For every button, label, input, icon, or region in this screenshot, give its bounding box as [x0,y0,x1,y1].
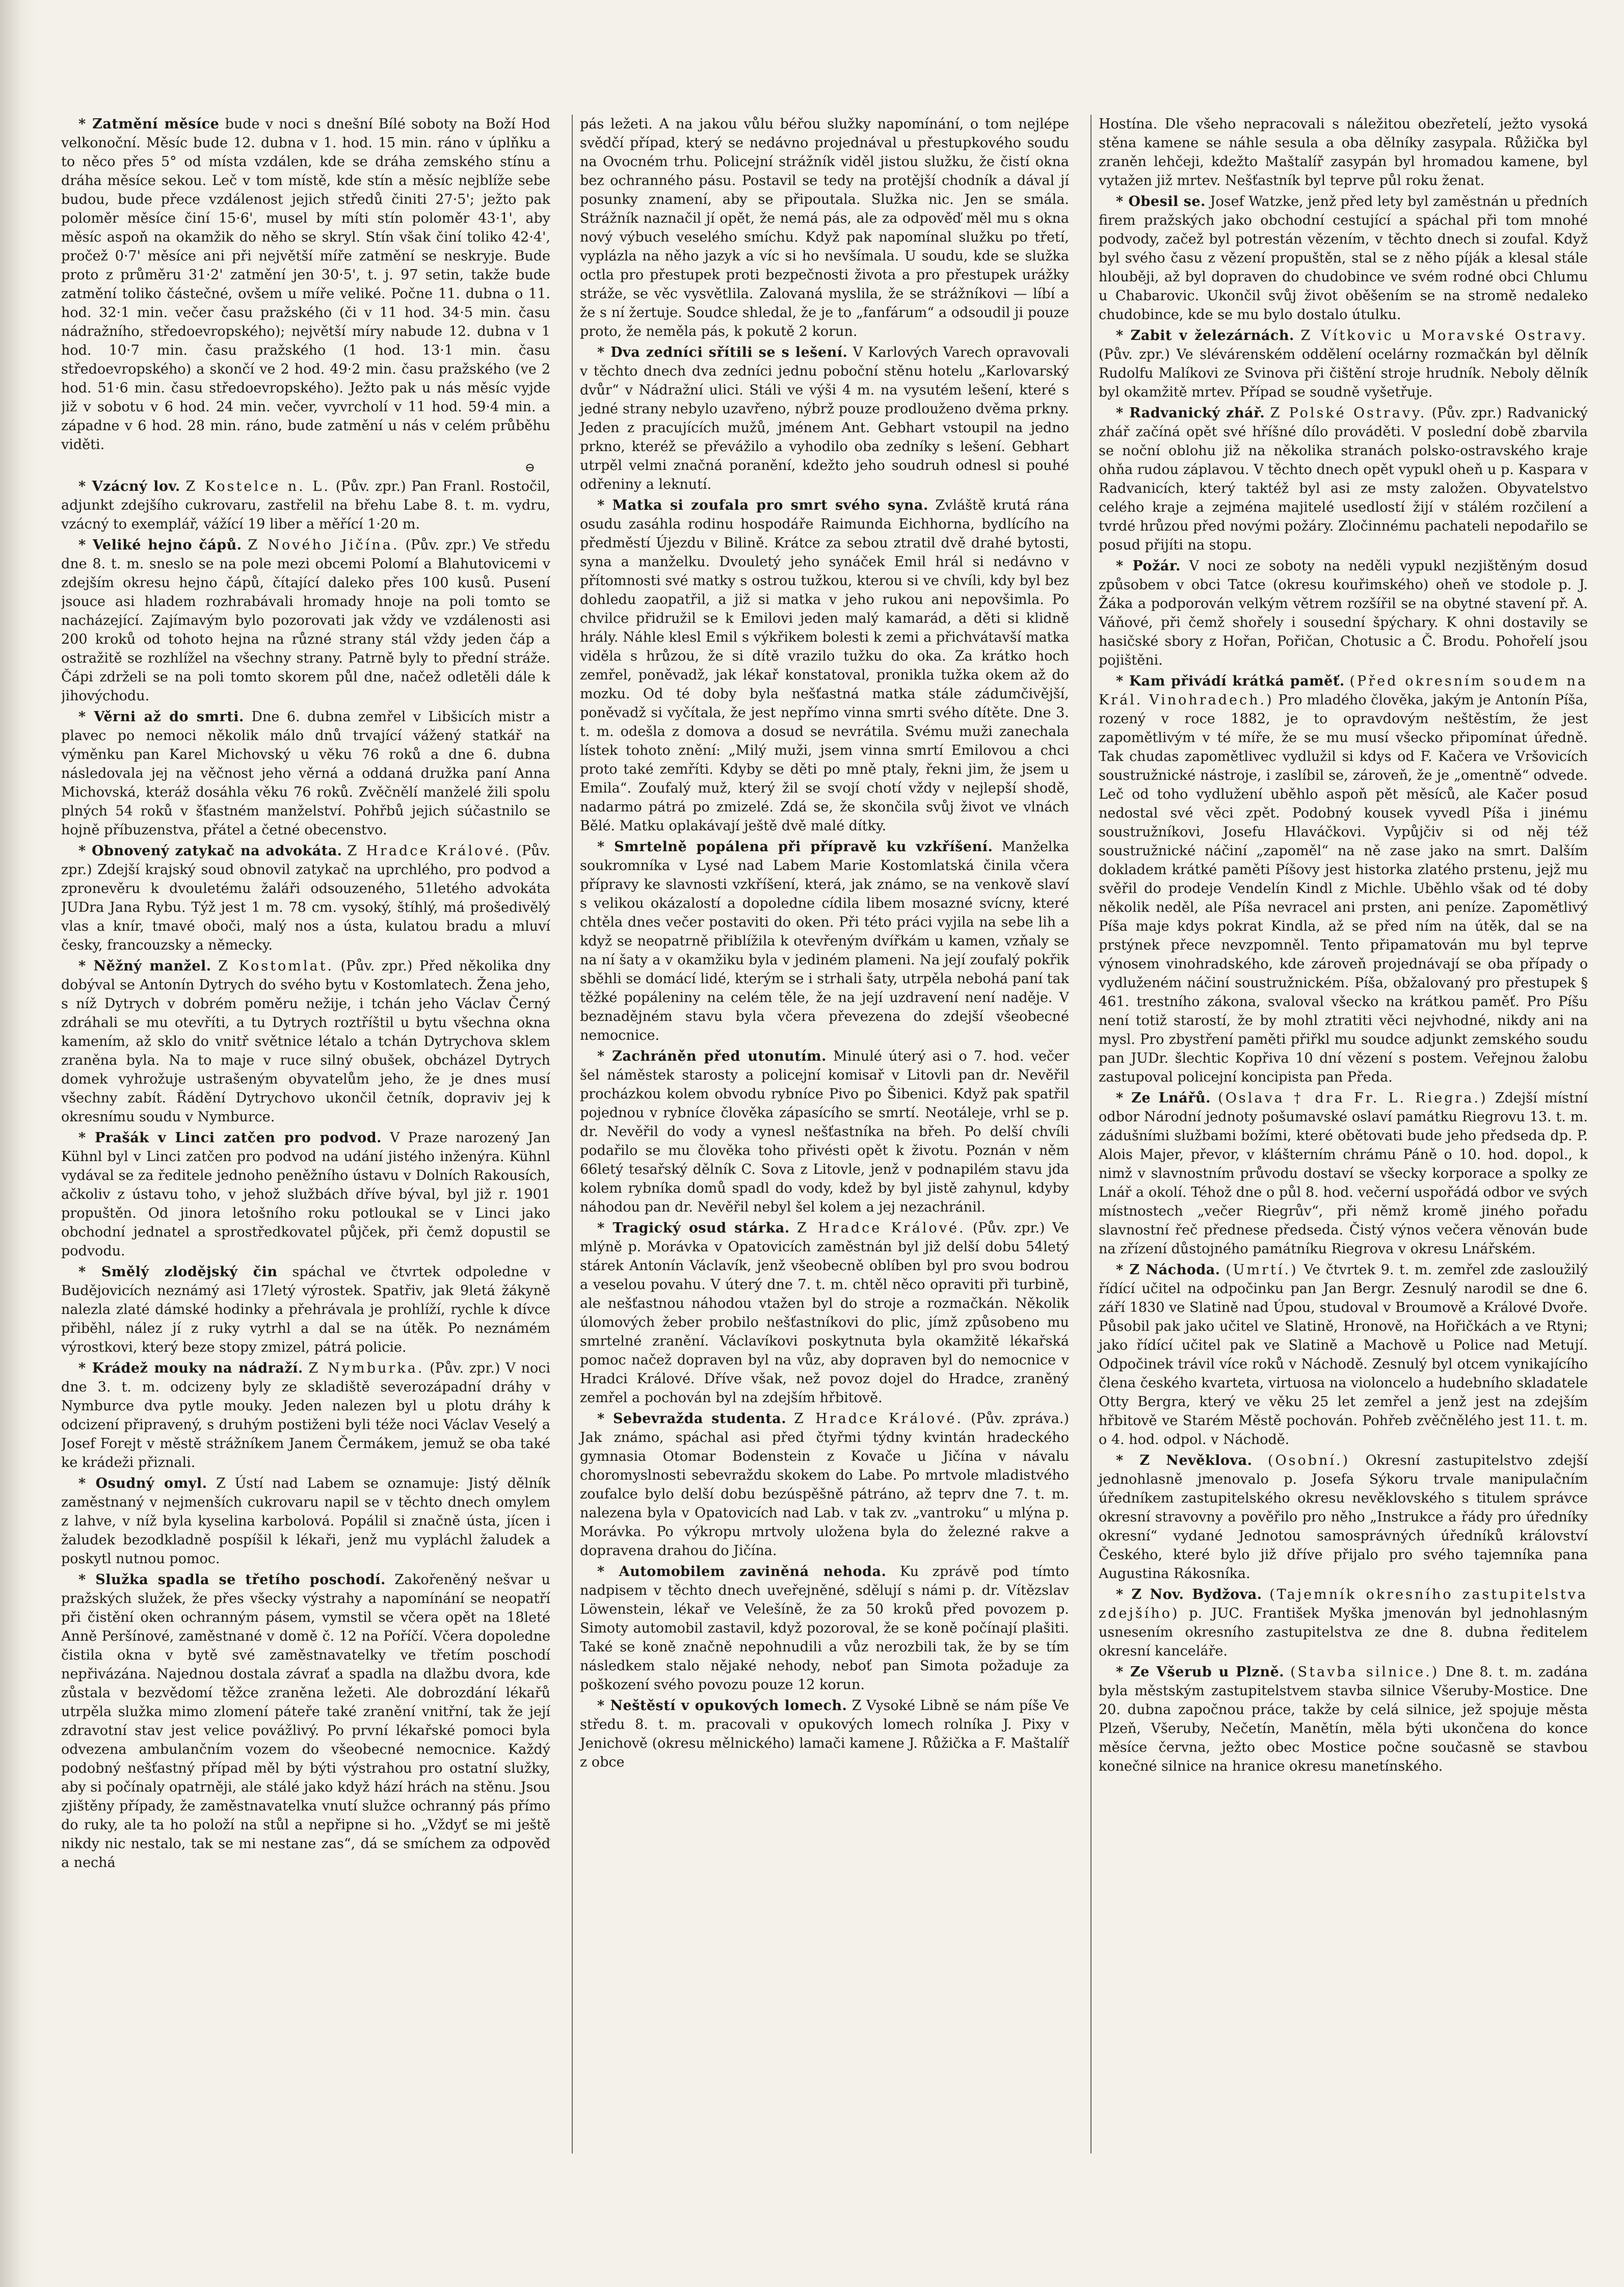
news-item-headline: * Požár. [1116,558,1181,574]
news-item-dateline: (Tajemník okresního zastupitelstva zdejšího) [1099,1587,1588,1621]
news-item-body: (Pův. zpr.) Ve slévárenském oddělení ocelárny rozmačkán byl dělník Rudolfu Malíkovi ze Svinova při čištění stroje hrudník. Neboly dělník byl okamžitě mrtev. Případ se soudně vyšetřuje. [1099,347,1588,400]
news-item [1099,1260,1588,1449]
news-item [61,1474,550,1568]
section-end-mark: ⊖ [524,460,535,475]
news-item [61,477,550,534]
news-item [580,1219,1069,1407]
news-item-headline: * Služka spadla se třetího poschodí. [78,1572,386,1588]
news-item [61,1128,550,1260]
column-1 [61,115,550,2153]
news-item [580,1409,1069,1560]
news-item-headline: * Radvanický zhář. [1116,405,1265,421]
news-item-headline: * Sebevražda studenta. [597,1411,787,1427]
news-item [580,1696,1069,1772]
news-item [580,837,1069,1045]
news-item [61,1359,550,1472]
news-item-dateline: Z Polské Ostravy. [1270,405,1427,421]
news-item-dateline: Z Kostomlat. [218,958,334,974]
news-item-headline: * Vzácný lov. [78,479,180,494]
news-item-body: Okresní zastupitelstvo zdejší jednohlasně jmenovalo p. Josefa Sýkoru trvale manipulačním úředníkem zastupitelského okresu nevěklovského s titulem správce okresní stravovny a pověřilo pro něho „Instrukce a řády pro úředníky okresní“ vydané Jednotou samosprávných úředníků království Českého, které bylo již dříve přijalo pro svého tajemníka pana Augustina Rákosníka. [1099,1453,1588,1582]
news-item-body: Dne 6. dubna zemřel v Libšicích mistr a plavec po nemoci několik málo dnů trvající vážený statkář na výměnku pan Karel Michovský u věku 76 roků a dne 6. dubna následovala jej na věčnost jeho věrná a oddaná družka paní Anna Michovská, kteráž dosáhla věku 76 roků. Zvěčnělí manželé žili spolu plných 54 roků v šťastném manželství. Pohřbů jejich súčastnilo se hojně příbuzenstva, přátel a četné obecenstvo. [61,709,550,838]
news-item [61,957,550,1126]
news-item-body: (Pův. zpr.) Před několika dny dobýval se Antonín Dytrych do svého bytu v Kostomlatech. Žena jeho, s níž Dytrych v dobrém poměru nežije, i tchán jeho Václav Černý zdráhali se mu otevříti, a tu Dytrych roztříštil u bytu všechna okna kamením, až sklo do vnitř světnice létalo a tchán Dytrychova sklem zraněna byla. Na to maje v ruce silný obušek, obcházel Dytrych domek vyhrožuje ustrašeným obyvatelům jeho, že je dnes musí všechny zabít. Řádění Dytrychovo ukončil četník, dopraviv jej k okresnímu soudu v Nymburce. [61,958,550,1125]
news-item [61,1263,550,1357]
news-item-body: Hostína. Dle všeho nepracovali s náležitou obezřetelí, ježto vysoká stěna kamene se náhle sesula a oba dělníky zasypala. Růžička byl zraněn lehčeji, kdežto Maštalíř zasypán byl hromadou kamene, byl vytažen již mrtev. Nešťastník byl teprve půl roku ženat. [1099,116,1588,189]
news-item-dateline: (Před okresním soudem na Král. Vinohradech.) [1099,673,1588,708]
news-item-body: (Pův. zpr.) Radvanický zhář začíná opět své hříšné dílo prováděti. V poslední době zbarvila se noční oblohu již na několika stranách polsko-ostravského kraje ohňa rudou záplavou. V těchto dnech opět vypukl oheň u p. Kaspara v Radvanicích, který taktéž byl asi ze msty založen. Obyvatelstvo celého kraje a zejména majitelé usedlostí žijí v stálém rozčilení a tvrdé hrůzou před novými požáry. Zločinnému pachateli nepodařilo se posud přijíti na stopu. [1099,405,1588,553]
news-item-body: V Karlových Varech opravovali v těchto dnech dva zedníci jednu poboční stěnu hotelu „Karlovarský dvůr“ v Nádražní ulici. Stáli ve výši 4 m. na vysutém lešení, které s jedné strany nebylo uzavřeno, nýbrž pouze prodlouženo dvěma prkny. Jeden z pracujících mužů, jménem Ant. Gebhart vstoupil na jedno prkno, kteréž se převážilo a vyhodilo oba zedníky s lešení. Gebhart utrpěl velmi značná poranění, kdežto jeho soudruh odnesl si pouhé odřeniny a leknutí. [580,345,1069,492]
news-item-headline: * Ze Lnářů. [1116,1090,1211,1106]
news-item-headline: * Neštěstí v opukových lomech. [597,1698,847,1714]
news-item [1099,404,1588,555]
news-item-headline: * Zatmění měsíce [78,116,220,132]
news-item [1099,1089,1588,1258]
news-item [580,343,1069,494]
news-item-body: (Pův. zpr.) Zdejší krajský soud obnovil zatykač na uprchlého, pro podvod a zpronevěru k dvouletému žaláři odsouzeného, 51letého advokáta JUDra Jana Rybu. Týž jest 1 m. 78 cm. vysoký, štíhlý, má prošedivělý vlas a knír, tmavé oboči, malý nos a ústa, kulatou bradu a mluví česky, francouzsky a německy. [61,843,550,953]
news-item-headline: * Obnovený zatykač na advokáta. [78,843,342,859]
news-item [61,1570,550,1872]
scan-binding-edge [0,0,36,2287]
news-item [580,115,1069,341]
newspaper-page [61,115,1595,2153]
news-item-headline: * Obesil se. [1116,194,1206,209]
news-item-headline: * Něžný manžel. [78,958,211,974]
news-item [61,536,550,705]
news-item-body: Pro mladého člověka, jakým je Antonín Píša, rozený v roce 1882, je to opravdovým neštěstím, že jest zapomětlivým v té míře, že se mu musí všecko připomínat úředně. Tak chudas zapomětlivec vydlužil si kdys od F. Kačera ve Vršovicích soustružnické nástroje, i zaslíbil se, zároveň, že je „omentně“ odvede. Leč od toho vydlužení uběhlo aspoň pět měsíců, ale Kačer posud nedostal své věci zpět. Podobný kousek vyvedl Píša i jinému soustružníkovi, Josefu Hlaváčkovi. Vypůjčiv si od něj též soustružnické náčiní „zapoměl“ na ně zase jako na smrt. Dalším dokladem krátké paměti Píšovy jest historka zlatého prstenu, jejž mu svěřil do prodeje Vendelín Kindl z Michle. Uběhlo však od té doby několik neděl, ale Píša nevracel ani prsten, ani peníze. Zapomětlivý Píša maje kdys pokrat Kindla, až se před ním na útěk, dal se na prstýnek přece nevzpomněl. Tento připamatován mu byl teprve výnosem vinohradského, kde zároveň projednávají se oba případy o vydluženém náčiní soustružnickém. Píša, obžalovaný pro přestupek § 461. trestního zákona, svaloval všecko na krátkou paměť. Pro Píšu není totiž starostí, že by mohl ztratiti věci nejvhodné, nikdy ani na mysl. Pro zbystření paměti přiřkl mu soudce adjunkt zemského soudu pan JUDr. šlechtic Kopřiva 10 dní vězení s postem. Veřejnou žalobu zastupoval policejní koncipista pan Předa. [1099,692,1588,1085]
news-item-dateline: Z Hradce Králové. [797,1220,966,1236]
news-item-headline: * Z Nov. Bydžova. [1116,1587,1262,1602]
news-item-headline: * Veliké hejno čápů. [78,537,242,553]
news-item-headline: * Smrtelně popálena při přípravě ku vzkříšení. [597,839,993,855]
news-item-dateline: Z Hradce Králové. [347,843,512,859]
column-2 [572,115,1069,2153]
news-item-headline: * Prašák v Linci zatčen pro podvod. [78,1130,382,1146]
news-item-dateline: Z Nymburka. [308,1360,424,1376]
news-item-body: (Pův. zpr.) Pan Franl. Rostočil, adjunkt zdejšího cukrovaru, zastřelil na břehu Labe 8. t. m. vydru, vzácný to exemplář, vážící 19 liber a měřící 1·20 m. [61,479,550,532]
column-3 [1090,115,1588,2153]
news-item-headline: * Zabit v železárnách. [1116,328,1294,344]
news-item-headline: * Kam přivádí krátká paměť. [1116,673,1345,689]
news-item [1099,192,1588,324]
news-item-dateline: (Osobní.) [1267,1453,1350,1468]
news-item-dateline: (Oslava † dra Fr. L. Riegra.) [1218,1090,1488,1106]
news-item-body: (Pův. zpráva.) Jak známo, spáchal asi před čtyřmi týdny kvintán hradeckého gymnasia Otomar Bodenstein z Kovače u Jičína v návalu choromyslnosti sebevraždu skokem do Labe. Po mrtvole mladistvého zoufalce bylo delší dobu bezúspěšně pátráno, až teprv dne 7. t. m. nalezena byla v Opatovicích nad Lab. v tak zv. „vantroku“ u mlýna p. Morávka. Po výkropu mrtvoly uložena byla do železné rakve a dopravena drahou do Jičína. [580,1411,1069,1559]
news-item-body: spáchal ve čtvrtek odpoledne v Budějovicích neznámý asi 17letý výrostek. Spatřiv, jak 9letá žákyně nalezla zlaté dámské hodinky a přehrávala je prohlíží, rychle k dívce přiběhl, nález jí z ruky vytrhl a dal se na útěk. Po neznámém výrostkovi, který beze stopy zmizel, pátrá policie. [61,1264,550,1355]
news-item-body: Dne 8. t. m. zadána byla městským zastupitelstvem stavba silnice Všeruby-Mostice. Dne 20. dubna započnou práce, takže by celá silnice, jež spojuje města Plzeň, Všeruby, Nečetín, Manětín, měla býti ukončena do konce měsíce června, ježto obec Mostice počne současně se stavbou konečné silnice na hranice okresu manetínského. [1099,1664,1588,1774]
news-item-body: V Praze narozený Jan Kühnl byl v Linci zatčen pro podvod na udání jistého inženýra. Kühnl vydával se za ředitele jednoho peněžního ústavu v Dolních Rakousích, ačkoliv z ústavu toho, v jehož službách dříve býval, byl již r. 1901 propuštěn. Od jinora letošního roku potloukal se v Linci jako obchodní jednatel a sprostředkovatel půjček, při čemž dopustil se podvodu. [61,1130,550,1259]
news-item-body: Ku zprávě pod tímto nadpisem v těchto dnech uveřejněné, sdělují s námi p. dr. Vítězslav Löwenstein, lékař ve Velešíně, že za 50 kroků před povozem p. Simoty automobil zastavil, když pozoroval, že se koně počínají plašiti. Také se koně značně nepohnudili a vůz nerozbili tak, že by se tím následkem stalo nějaké nehody, neboť pan Simota požaduje za poškození svého povozu pouze 12 korun. [580,1564,1069,1693]
news-item-body: Ve čtvrtek 9. t. m. zemřel zde zasloužilý řídící učitel na odpočinku pan Jan Bergr. Zesnulý narodil se dne 6. září 1830 ve Slatině nad Úpou, studoval v Broumově a Králové Dvoře. Působil pak jako učitel ve Slatině, Hronově, na Hořičkách a ve Rtyni; jako řídící učitel pak ve Slatině a Machově u Police nad Metují. Odpočinek trávil více roků v Náchodě. Zesnulý byl otcem vynikajícího člena českého kvarteta, virtuosa na violoncelo a hudebního skladatele Otty Bergra, který ve věku 25 let zemřel a jenž jest na zdejším hřbitově ve Starém Městě pochován. Pohřeb zvěčnělého jest 11. t. m. o 4. hod. odpol. v Náchodě. [1099,1262,1588,1448]
news-item-headline: * Dva zedníci sřítili se s lešení. [597,345,848,360]
news-item-dateline: Z Kostelce n. L. [185,479,330,494]
news-item [1099,1451,1588,1583]
news-item [1099,672,1588,1087]
news-item-body: bude v noci s dnešní Bílé soboty na Boží Hod velkonoční. Měsíc bude 12. dubna v 1. hod. 15 min. ráno v úplňku a to něco přes 5° od místa vzdálen, kde se dráha zemského stínu a dráha měsíce sekou. Leč v tom místě, kde stín a měsíc nejblíže sebe budou, bude přece vzdálenost jejich středů činiti 27·5'; ježto pak poloměr měsíce činí 15·6', musel by míti stín poloměr 43·1', aby měsíc aspoň na okamžik do něho se skryl. Stín však činí toliko 42·4', pročež 0·7' měsíce ani při největší míře zatmění se neskryje. Bude proto z průměru 31·2' zatmění jen 30·5', t. j. 97 setin, takže bude zatmění toliko částečné, ovšem u míře veliké. Počne 11. dubna o 11. hod. 32·1 min. večer času pražského (či v 11 hod. 34·5 min. času nádražního, středoevropského); největší míry nabude 12. dubna v 1 hod. 10·7 min. času pražského (1 hod. 13·1 min. času středoevropského) a skončí ve 2 hod. 49·2 min. času pražského (ve 2 hod. 51·6 min. času středoevropského). Ježto pak u nás měsíc vyjde již v sobotu v 6 hod. 24 min. večer, vyvrcholí v 11 hod. 59·4 min. a západne v 6 hod. 28 min. ráno, bude zatmění u nás v celém průběhu viděti. [61,116,550,453]
news-item-headline: * Z Náchoda. [1116,1262,1220,1278]
news-item [580,1047,1069,1217]
news-item [1099,326,1588,402]
news-item-headline: * Osudný omyl. [78,1476,207,1491]
news-item-body: (Pův. zpr.) Ve středu dne 8. t. m. sneslo se na pole mezi obcemi Polomí a Blahutovicemi v zdejším okresu hejno čápů, čítající daleko přes 100 kusů. Pusení jsouce asi hladem rozhrabávali hromady hnoje na poli tomto se nacházející. Zajímavým bylo pozorovati jak vždy ve vzdálenosti asi 200 kroků od tohoto hejna na různé strany stál vždy jeden čáp a ostražitě se rozhlížel na všechny strany. Patrně byly to přední stráže. Čápi zdrželi se na poli tomto skorem půl dne, načež odletěli dále k jihovýchodu. [61,537,550,704]
news-item [1099,115,1588,190]
news-item-headline: * Smělý zlodějský čin [78,1264,278,1280]
news-item-body: Zvláště krutá rána osudu zasáhla rodinu hospodáře Raimunda Eichhorna, bydlícího na předměstí Újezdu v Bilině. Krátce za sebou ztratil dvě drahé bytosti, syna a manželku. Dvouletý jeho synáček Emil hrál si nedávno v přítomnosti své matky s ostrou tužkou, kterou si ve chvíli, kdy byl bez dohledu zaopatřil, a již si matka v jeho rukou ani nepovšimla. Po chvilce přidružil se k Emilovi jeden malý kamarád, a děti si klidně hrály. Náhle klesl Emil s výkřikem bolesti k zemi a přichvátavší matka viděla s hrůzou, že si dítě vrazilo tužku do oka. Za krátko hoch zemřel, poněvadž, jak lékař konstatoval, pronikla tužka okem až do mozku. Od té doby byla nešťastná matka stále zádumčivější, poněvadž si vyčítala, že jest nepřímo vinna smrti svého dítěte. Dne 3. t. m. odešla z domova a dosud se nevrátila. Svému muži zanechala lístek tohoto znění: „Milý muži, jsem vinna smrtí Emilovou a chci proto také zemříti. Kdyby se děti po mně ptaly, řekni jim, že jsem u Emila“. Zoufalý muž, který žil se svojí chotí vždy v nejlepší shodě, nadarmo pátrá po zmizelé. Zdá se, že skončila svůj život ve vlnách Bělé. Matku oplakávají ještě dvě malé dítky. [580,497,1069,834]
news-item-headline: * Ze Všerub u Plzně. [1116,1664,1285,1680]
news-item-body: (Pův. zpr.) Ve mlýně p. Morávka v Opatovicích zaměstnán byl již delší dobu 54letý stárek Antonín Václavík, jenž všeobecně oblíben byl pro svou bodrou a veselou povahu. V úterý dne 7. t. m. chtěl něco opraviti při turbině, ale nešťastnou náhodou vtažen byl do stroje a rozmačkán. Několik úlomových žeber probilo nešťastníkovi do plic, jímž způsobeno mu smrtelné zranění. Václavíkovi poskytnuta byla okamžitě lékařská pomoc načež dopraven byl na vůz, aby dopraven byl do nemocnice v Hradci Králové. Dříve však, než povoz dojel do Hradce, zraněný zemřel a pochován byl na zdejším hřbitově. [580,1220,1069,1406]
news-item-body: (Pův. zpr.) V noci dne 3. t. m. odcizeny byly ze skladiště severozápadní dráhy v Nymburce dva pytle mouky. Jeden nalezen byl u plotu dráhy k odcizení připravený, s druhým postiženi byli téže noci Václav Veselý a Josef Forejt v městě strážníkem Janem Čermákem, jemuž se oba také ke krádeži přiznali. [61,1360,550,1470]
news-item-body: Zakořeněný nešvar u pražských služek, že přes všecky výstrahy a napomínání se neopatří při čistění oken ochranným pásem, vymstil se včera opět na 18leté Anně Peršínové, zaměstnané v domě č. 12 na Poříčí. Včera dopoledne čistila okna v bytě své zaměstnavatelky ve třetím poschodí nepřivázána. Najednou dostala závrať a spadla na dlažbu dvora, kde zůstala v bezvědomí těžce zraněna ležeti. Ale dobrozdání lékařů utrpěla služka mimo zlomení páteře také zranění vnitřní, tak že její zdravotní stav jest velice povážlivý. Po první lékařské pomoci byla odvezena ambulančním vozem do všeobecné nemocnice. Každý podobný nešťastný případ měl by býti výstrahou pro ostatní služky, aby si počínaly opatrněji, ale stálé jako když hází hrách na stěnu. Jsou zjištěny případy, že zaměstnavatelka vnutí služce ochranný pás přímo do ruky, ale ta ho položí na stůl a nepřipne si ho. „Vždyť se mi ještě nikdy nic nestalo, tak se mi nestane zas“, dá se smíchem za odpověď a nechá [61,1572,550,1871]
news-item-headline: * Tragický osud stárka. [597,1220,790,1236]
news-item [1099,1663,1588,1776]
news-item-dateline: Z Vítkovic u Moravské Ostravy. [1300,328,1588,344]
news-item-body: Z Vysoké Libně se nám píše Ve středu 8. t. m. pracovali v opukových lomech rolníka J. Pixy v Jenichově (okresu mělnického) lamači kamene J. Růžička a F. Maštalíř z obce [580,1698,1069,1770]
news-item [1099,1585,1588,1661]
news-item [1099,557,1588,670]
news-item [61,842,550,955]
news-item-body: Minulé úterý asi o 7. hod. večer šel náměstek starosty a policejní komisař v Litovli pan dr. Nevěřil procházkou kolem obvodu rybníce Pivo po Šibenici. Když pak spatřil pojednou v rybníce člověka zápasícího se smrtí. Neotáleje, vrhl se p. dr. Nevěřil do vody a vynesl nešťastníka na břeh. Po delší chvíli podařilo se mu člověka toho přivésti opět k životu. Poznán v něm 66letý tesařský dělník C. Sova z Litovle, jenž v podnapilém stavu jda kolem rybníka domů spadl do vody, kdež by byl jistě zahynul, kdyby náhodou pan dr. Nevěřil nebyl šel kolem a jej nezachránil. [580,1048,1069,1215]
news-item-dateline: Z Nového Jičína. [248,537,400,553]
news-item-headline: * Matka si zoufala pro smrt svého syna. [597,497,928,513]
news-item [580,1562,1069,1694]
news-item-dateline: (Umrtí.) [1226,1262,1298,1278]
news-item-body: Z Ústí nad Labem se oznamuje: Jistý dělník zaměstnaný v nejmenších cukrovaru napil se v těchto dnech omylem z lahve, v níž byla kyselina karbolová. Popálil si značně ústa, jícen i žaludek bezodkladně pospíšil k lékaři, jenž mu vypláchl žaludek a poskytl nutnou pomoc. [61,1476,550,1567]
news-item-headline: * Automobilem zaviněná nehoda. [597,1564,887,1580]
news-item-body: V noci ze soboty na neděli vypukl nezjištěným dosud způsobem v obci Tatce (okresu kouřimského) oheň ve stodole p. J. Žáka a podporován velkým větrem rozšířil se na obytné stavení př. A. Váňové, při čemž shořely i sousední špýchary. K ohni dostavily se hasičské sbory z Hořan, Pořičan, Chotusic a Č. Brodu. Pohořelí jsou pojištěni. [1099,558,1588,668]
news-item-body: Josef Watzke, jenž před lety byl zaměstnán u předních firem pražských jako obchodní cestující a spáchal při tom mnohé podvody, začež byl potrestán vězením, v těchto dnech si zoufal. Když byl svého času z vězení propuštěn, stal se z něho píják a klesal stále hlouběji, až byl dopraven do chudobince ve svém rodné obci Chlumu u Chabarovic. Ukončil svůj život oběšením se na stromě nedaleko chudobince, kde se mu bylo dostalo útulku. [1099,194,1588,323]
news-item-body: Zdejší místní odbor Národní jednoty pošumavské oslaví památku Riegrovu 13. t. m. zádušními službami božími, které obětovati bude jeho předseda dp. P. Alois Majer, převor, v klášterním chrámu Páně o 10. hod. dopol., k nimž v slavnostním průvodu dostaví se všecky korporace a spolky ze Lnář a okolí. Téhož dne o půl 8. hod. večerní uspořádá odbor ve svých místnostech „večer Riegrův“, při němž kromě jiného pořadu slavnostní řeč přednese předseda. Čistý výnos večera věnován bude na zřízení důstojného památníku Riegrova v okresu Lnářském. [1099,1090,1588,1257]
news-item-dateline: Z Hradce Králové. [794,1411,964,1427]
news-item [61,707,550,839]
news-item [580,496,1069,835]
news-item-headline: * Z Nevěklova. [1116,1453,1253,1468]
news-item-body: p. JUC. František Myška jmenován byl jednohlasným usnesením okresního zastupitelstva ze dne 8. dubna ředitelem okresní kanceláře. [1099,1606,1588,1659]
news-item-headline: * Zachráněn před utonutím. [597,1048,827,1064]
news-item-body: pás ležeti. A na jakou vůlu béřou služky napomínání, o tom nejlépe svědčí případ, který se nedávno projednával u přestupkového soudu na Ovocném trhu. Policejní strážník viděl jistou služku, že čistí okna bez ochranného pásu. Postavil se tedy na protější chodník a dával jí posunky znamení, aby se připoutala. Služka nic. Jen se smála. Strážník naznačil jí opět, že nemá pás, ale za odpověď měl mu s okna nový výbuch veselého smíchu. Když pak napomínal služku po třetí, vyplázla na něho jazyk a víc si ho nevšímala. U soudu, kde se služka octla pro přestupek proti bezpečnosti života a pro přestupek urážky stráže, se věc vysvětlila. Zalovaná myslila, že se strážníkovi — líbí a že s ní žertuje. Soudce shledal, že je to „fanfárum“ a odsoudil ji pouze proto, že neměla pás, k pokutě 2 korun. [580,116,1069,339]
news-item-headline: * Věrni až do smrti. [78,709,244,725]
news-item [61,115,550,454]
news-item-body: Manželka soukromníka v Lysé nad Labem Marie Kostomlatská činila včera přípravy ke slavnosti vzkříšení, která, jak známo, se na venkově slaví s velikou okázalostí a dopoledne cídila libem mosazné svícny, které chtěla dnes večer postaviti do oken. Při této práci vyjila na sebe lih a když se neopatrně přiblížila k otevřeným dvířkám u kamen, vzňaly se na ní šaty a v okamžiku byla v jediném plameni. Na její zoufalý pokřik sběhli se domácí lidé, kterým se i strhali šaty, utrpěla nebohá paní tak těžké popáleniny na celém těle, že na její uzdravení není naděje. V beznadějném stavu byla včera převezena do zdejší všeobecné nemocnice. [580,839,1069,1043]
news-item-headline: * Krádež mouky na nádraží. [78,1360,303,1376]
news-item-dateline: (Stavba silnice.) [1290,1664,1440,1680]
